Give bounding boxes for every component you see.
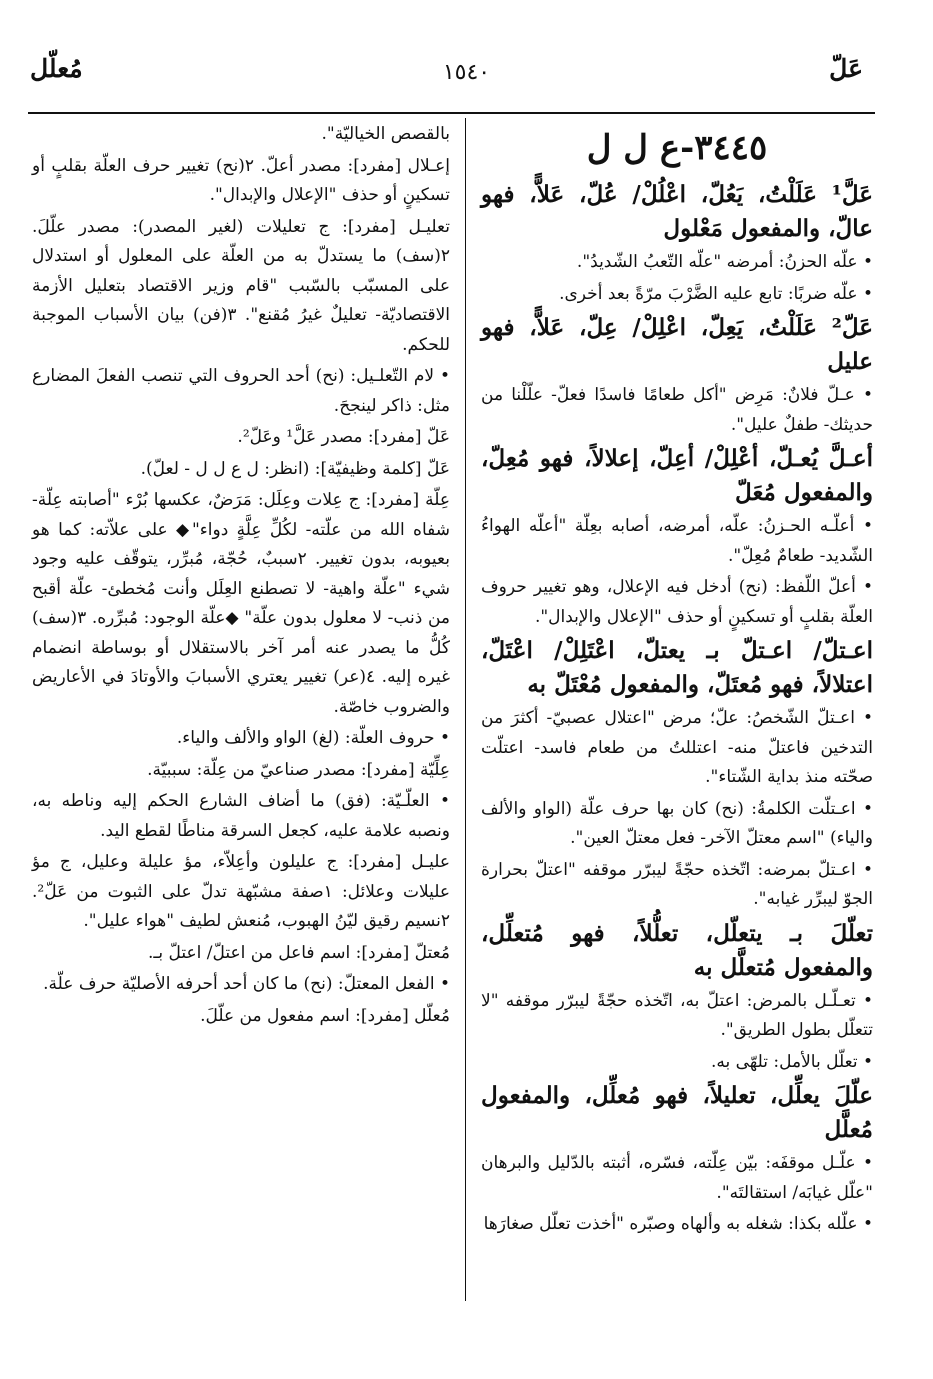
running-head-left: مُعلّل [30, 54, 83, 83]
entry-headword-line: عَلّ² عَلَلْتُ، يَعِلّ، اعْلِلْ/ عِلّ، عَلاًّ، فهو عليل [481, 314, 873, 375]
entry: عَلّ [مفرد]: مصدر عَلَّ¹ وعَلّ². [237, 427, 450, 447]
entry-sense: • أعلّـه الحـزنُ: علّه، أمرضه، أصابه بعِلّة "أعلّه الهواءُ الشّديد- طعامٌ مُعِلّ". [481, 516, 873, 566]
entry-sense: • العلّـيّة: (فق) ما أضاف الشارع الحكم إليه وناطه به، ونصبه علامة عليه، كجعل السرقة مناطًا لقطع اليد. [32, 791, 450, 841]
entry-sense: • لام التّعلـيل: (نح) أحد الحروف التي تنصب الفعلَ المضارع مثل: ذاكر لينجحَ. [32, 366, 450, 416]
right-column [481, 120, 873, 1242]
entry-continuation: بالقصص الخياليّة". [321, 124, 450, 144]
entry-headword-line: عَلَّ¹ عَلَلْتُ، يَعُلّ، اعْلُلْ/ عُلّ، عَلاًّ، فهو عالّ، والمفعول مَعْلول [481, 181, 873, 242]
entry: مُعلّل [مفرد]: اسم مفعول من علّلَ. [200, 1005, 450, 1026]
entry-sense: • اعـتلّ الشّخصُ: علّ؛ مرض "اعتلال عصبيّ- أكثرَ من التدخين فاعتلّ منه- اعتللتُ من طعام فاسد- اعتلّت صحّته منذ بداية الشّتاء". [481, 708, 873, 787]
entry-sense: • تعلّل بالأمل: تلهّى به. [710, 1051, 873, 1072]
entry: مُعتلّ [مفرد]: اسم فاعل من اعتلّ/ اعتلّ بـ. [147, 942, 450, 963]
entry-sense: • علّله بكذا: شغله به وألهاه وصبّره "أخذت تعلّل صغارَها [483, 1214, 873, 1234]
entry-headword-line: اعـتلّ/ اعـتلّ بـ يعتلّ، اعْتَلِلْ/ اعْتَلّ، اعتلالاً، فهو مُعتَلّ، والمفعول مُعْتَلّ به [481, 637, 873, 698]
running-head-right: عَلّ [829, 54, 863, 83]
entry: عَلّ [كلمة وظيفيّة]: (انظر: ل ع ل ل - لعلّ). [140, 458, 450, 479]
entry-sense: • عـلّ فلانٌ: مَرِض "أكل طعامًا فاسدًا فعلّ- علّلْنا من حديثك- طفلٌ عليل". [481, 385, 873, 435]
entry-sense: • اعـتلّ بمرضه: اتّخذه حجّةً ليبرّر موقفه "اعتلّ بحرارة الجوّ ليبرِّر غيابه". [481, 859, 873, 909]
column-divider [465, 118, 466, 1301]
entry-headword-line: أعـلَّ يُعـلّ، أعْلِلْ/ أعِلّ، إعلالاً، فهو مُعِلّ، والمفعول مُعَلّ [481, 445, 873, 506]
entry: تعليـل [مفرد]: ج تعليلات (لغير المصدر): مصدر علّلَ. ٢(سف) ما يستدلّ به من العلّة على المعلول أو استدلال على المسبّب بالسّبب "قام وزير الاقتصاد بتعليل الأزمة الاقتصاديّة- تعليلٌ غيرُ مُقنع". ٣(فن) بيان الأسباب الموجبة للحكم. [32, 216, 450, 355]
entry-sense: • علّه الحزنُ: أمرضه "علّه التّعبُ الشّديدُ". [576, 252, 873, 272]
entry: عِلِّيّة [مفرد]: مصدر صناعيّ من عِلّة: سببيّة. [147, 759, 450, 780]
entry-sense: • علّـل موقفَه: بيّن عِلّته، فسّره، أثبته بالدّليل والبرهان "علّل غيابَه/ استقالتَه". [481, 1153, 873, 1203]
entry-headword-line: علّلَ يعلِّل، تعليلاً، فهو مُعلِّل، والمفعول مُعلَّل [481, 1082, 873, 1143]
entry-sense: • تعـلّـل بالمرض: اعتلّ به، اتّخذه حجّةً ليبرّر موقفه "لا تتعلّل بطول الطريق". [481, 990, 873, 1040]
entry-sense: • حروف العلّة: (لغ) الواو والألف والياء. [176, 728, 450, 748]
entry-sense: • علّه ضربًا: تابع عليه الضَّرْبَ مرّةً بعد أخرى. [559, 283, 873, 304]
entry-sense: • أعلّ اللّفظ: (نح) أدخل فيه الإعلال، وهو تغيير حروف العلّة بقلبٍ أو تسكينٍ أو حذف "الإعلال والإبدال". [481, 577, 873, 627]
entry-sense: • اعـتلّت الكلمةُ: (نح) كان بها حرف علّة (الواو والألف والياء) "اسم معتلّ الآخر- فعل معتلّ العين". [481, 798, 873, 848]
entry-sense: • الفعل المعتلّ: (نح) ما كان أحد أحرفه الأصليّة حرف علّة. [43, 974, 450, 994]
header-rule [28, 112, 875, 114]
entry: إعـلال [مفرد]: مصدر أعلّ. ٢(نح) تغيير حرف العلّة بقلبٍ أو تسكينٍ أو حذف "الإعلال والإبدال". [32, 155, 450, 205]
entry: عليـل [مفرد]: ج عليلون وأعِلاّء، مؤ عليلة وعليل، ج مؤ عليلات وعلائل: ١صفة مشبّهة تدلّ على الثبوت من عَلّ². ٢نسيم رقيق ليّنُ الهبوب، مُنعش لطيف "هواء عليل". [32, 852, 450, 931]
entry: عِلّة [مفرد]: ج عِلات وعِلَل: مَرَضٌ، عكسها بُرْء "أصابته عِلّة- شفاه الله من علّته- لكُلِّ عِلَّةٍ دواء"◆ على علاّته: كما هو بعيوبه، بدون تغيير. ٢سببٌ، حُجّة، مُبرِّر، يتوقّف عليه وجود شيء "علّة واهية- لا تصطنع العِلَل وأنت مُخطئ- علّة أقبح من ذنب- لا معلول بدون علّة" ◆علّة الوجود: مُبرِّره. ٣(سف) كُلُّ ما يصدر عنه أمر آخر بالاستقلال أو بوساطة انضمام غيره إليه. ٤(عر) تغيير يعتري الأسبابَ والأوتادَ في الأعاريض والضروب خاصّة. [32, 490, 450, 717]
left-column [32, 120, 450, 1033]
entry-headword-line: تعلّلَ بـ يتعلّل، تعلُّلاً، فهو مُتعلِّل، والمفعول مُتعلَّل به [481, 919, 873, 981]
page-number: ١٥٤٠ [442, 60, 491, 85]
root-heading: ٣٤٤٥-ع ل ل [586, 128, 768, 168]
